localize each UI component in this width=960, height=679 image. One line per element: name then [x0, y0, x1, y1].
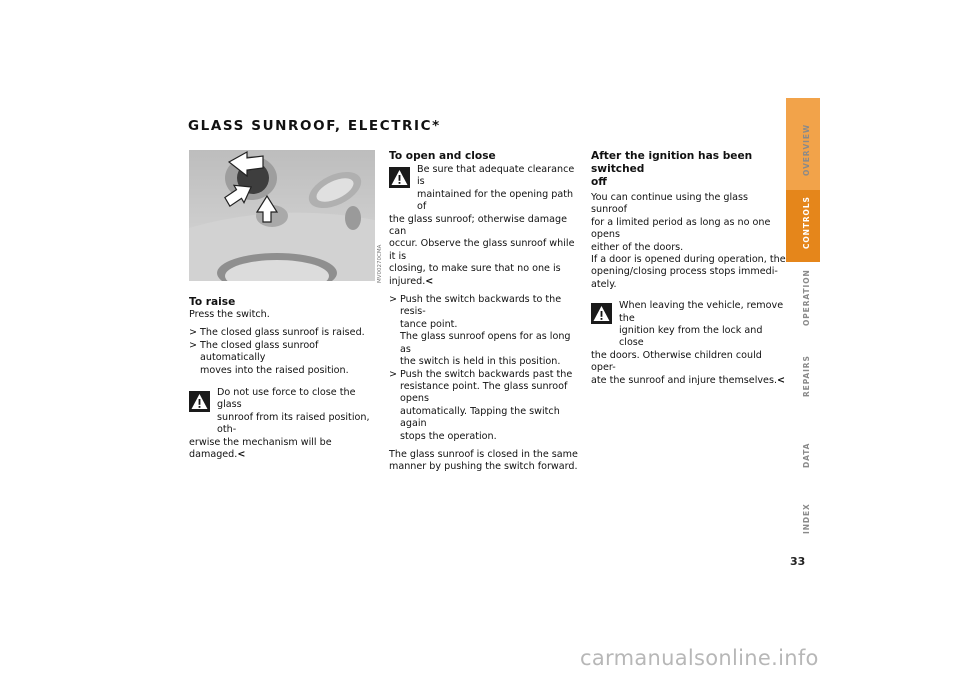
- heading-to-raise: To raise: [189, 296, 236, 308]
- warning-note: Be sure that adequate clearance is maintained for the opening path of the glass sunroof; otherwise damage can occur. Observe the glass sunroof while it is closing, to make sure that no one is injured.<: [389, 164, 575, 287]
- sidebar-item-overview[interactable]: OVERVIEW: [802, 123, 811, 176]
- sidebar-item-controls[interactable]: CONTROLS: [802, 196, 811, 249]
- closing-text: The glass sunroof is closed in the same: [389, 448, 578, 460]
- warning-triangle-icon: [591, 303, 612, 324]
- column-open-close: To open and close Be sure that adequate clearance is maintained for the opening path of the glass sunroof; otherwise damage can occur. Observe the glass sunroof while it is closing, to make sure that no one is injured.< > Push the switch backwards to the resis- tance point. The glass sunroof opens for as long as the switch is held in this position. > Push the switch backwards past the resistance point. The glass sunroof opens automatically. Tapping the switch again stops the operation. The glass sunroof is closed in the same manner by pushing the switch forward.: [389, 150, 581, 474]
- heading-open-close: To open and close: [389, 150, 496, 162]
- sidebar-item-operation[interactable]: OPERATION: [802, 269, 811, 326]
- list-item: > The closed glass sunroof automatically moves into the raised position.: [189, 339, 349, 376]
- warning-note: Do not use force to close the glass sunroof from its raised position, oth- erwise the mechanism will be damaged.<: [189, 387, 370, 461]
- list-item: > Push the switch backwards to the resis- tance point. The glass sunroof opens for as long as the switch is held in this position.: [389, 294, 571, 368]
- column-after-ignition: After the ignition has been switched off You can continue using the glass sunroof for a limited period as long as no one opens either of the doors. If a door is opened during operation, the opening/closing process stops immedi- ately. When leaving the vehicle, remove the ignition key from the lock and close the doors. Otherwise children could oper- ate the sunroof and injure themselves.<: [591, 150, 786, 386]
- warning-triangle-icon: [189, 391, 210, 412]
- end-mark: <: [237, 449, 246, 461]
- intro-text: Press the switch.: [189, 309, 270, 320]
- warning-note: When leaving the vehicle, remove the ignition key from the lock and close the doors. Otherwise children could oper- ate the sunroof and injure themselves.<: [591, 300, 786, 386]
- page-title: GLASS SUNROOF, ELECTRIC*: [188, 118, 441, 134]
- bullet-arrow: >: [189, 327, 198, 339]
- bullet-arrow: >: [389, 368, 398, 380]
- page-number: 33: [790, 555, 806, 568]
- sidebar-item-data[interactable]: DATA: [802, 442, 811, 468]
- end-mark: <: [777, 374, 786, 386]
- list-item: > Push the switch backwards past the resistance point. The glass sunroof opens automatically. Tapping the switch again stops the operation.: [389, 368, 573, 442]
- warning-triangle-icon: [389, 167, 410, 188]
- figure-code: MV00270CMA: [377, 244, 383, 283]
- sunroof-switch-illustration: [189, 150, 375, 281]
- list-item: > The closed glass sunroof is raised.: [189, 327, 365, 339]
- bullet-arrow: >: [189, 339, 198, 351]
- bullet-arrow: >: [389, 294, 398, 306]
- watermark: carmanualsonline.info: [580, 646, 819, 670]
- sidebar-item-repairs[interactable]: REPAIRS: [802, 355, 811, 397]
- end-mark: <: [425, 275, 434, 287]
- sidebar-item-index[interactable]: INDEX: [802, 503, 811, 534]
- heading-after-ignition: After the ignition has been switched off: [591, 150, 753, 188]
- column-raise: [189, 296, 379, 461]
